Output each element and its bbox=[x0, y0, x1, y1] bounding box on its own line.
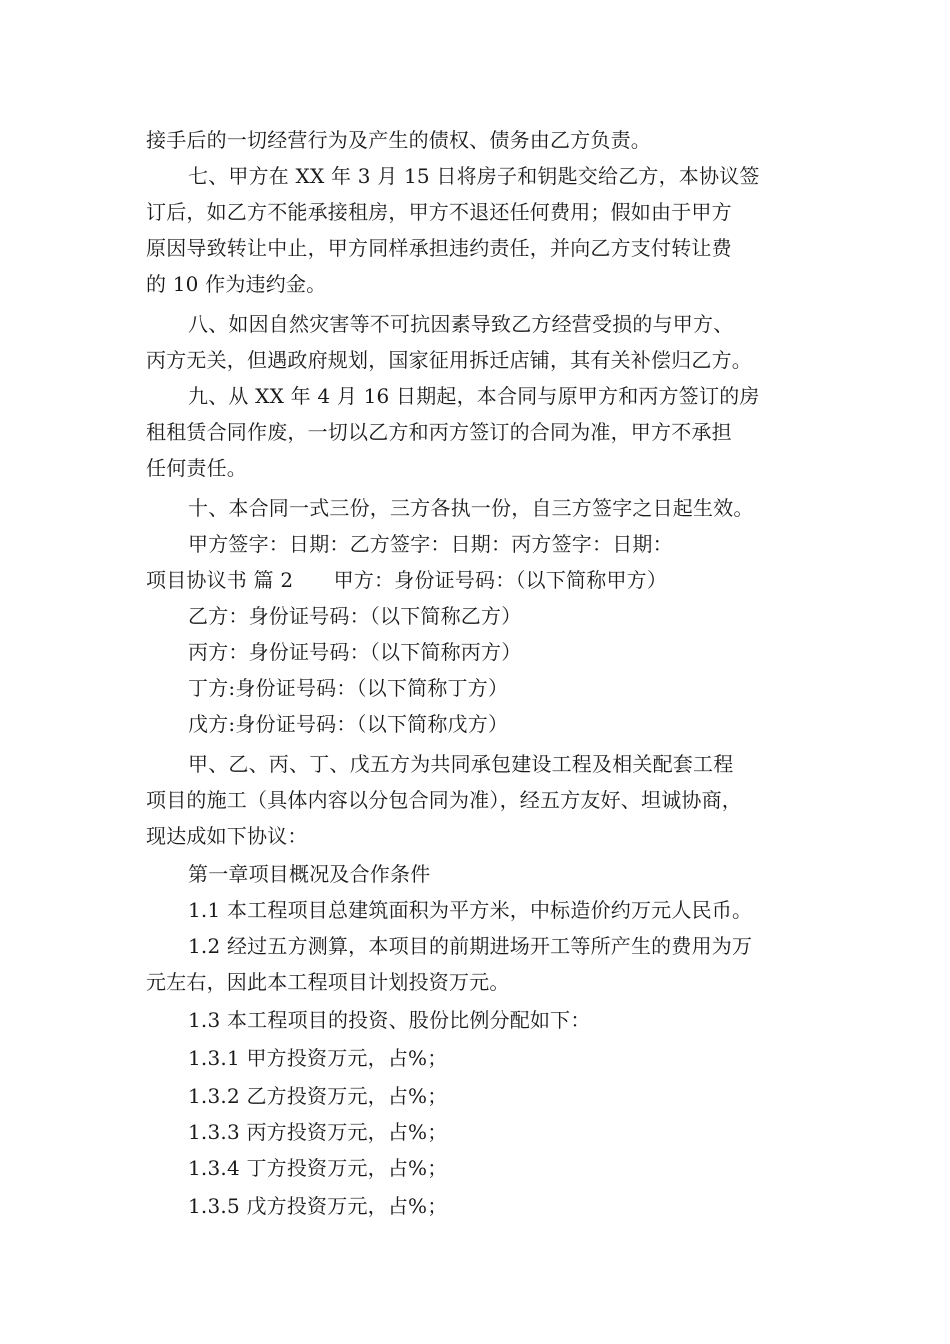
party-line: 丙方：身份证号码：（以下简称丙方） bbox=[188, 640, 522, 664]
party-line: 丁方:身份证号码：（以下简称丁方） bbox=[188, 676, 509, 700]
paragraph-line: 八、如因自然灾害等不可抗因素导致乙方经营受损的与甲方、 bbox=[188, 312, 734, 336]
clause-line: 1.3.5 戊方投资万元，占%； bbox=[188, 1194, 448, 1218]
party-line: 戊方:身份证号码：（以下简称戊方） bbox=[188, 712, 509, 736]
clause-line: 1.3.1 甲方投资万元，占%； bbox=[188, 1046, 448, 1070]
clause-line: 1.2 经过五方测算，本项目的前期进场开工等所产生的费用为万 bbox=[188, 934, 753, 958]
paragraph-line: 接手后的一切经营行为及产生的债权、债务由乙方负责。 bbox=[146, 128, 651, 152]
paragraph-line: 项目的施工（具体内容以分包合同为准），经五方友好、坦诚协商， bbox=[146, 788, 742, 812]
paragraph-line: 丙方无关，但遇政府规划，国家征用拆迁店铺，其有关补偿归乙方。 bbox=[146, 348, 752, 372]
clause-line: 1.3.2 乙方投资万元，占%； bbox=[188, 1084, 448, 1108]
paragraph-line: 甲、乙、丙、丁、戊五方为共同承包建设工程及相关配套工程 bbox=[188, 752, 734, 776]
paragraph-line: 订后，如乙方不能承接租房，甲方不退还任何费用；假如由于甲方 bbox=[146, 200, 732, 224]
signature-line: 甲方签字：日期：乙方签字：日期：丙方签字：日期： bbox=[188, 532, 673, 556]
paragraph-line: 九、从 XX 年 4 月 16 日期起，本合同与原甲方和丙方签订的房 bbox=[188, 384, 760, 408]
paragraph-line: 的 10 作为违约金。 bbox=[146, 272, 327, 296]
clause-line: 1.3.3 丙方投资万元，占%； bbox=[188, 1120, 448, 1144]
paragraph-line: 任何责任。 bbox=[146, 456, 247, 480]
paragraph-line: 现达成如下协议： bbox=[146, 824, 308, 848]
section-heading-line: 项目协议书 篇 2 甲方：身份证号码：（以下简称甲方） bbox=[146, 568, 668, 592]
clause-line: 1.1 本工程项目总建筑面积为平方米，中标造价约万元人民币。 bbox=[188, 898, 753, 922]
clause-line: 元左右，因此本工程项目计划投资万元。 bbox=[146, 970, 510, 994]
paragraph-line: 原因导致转让中止，甲方同样承担违约责任，并向乙方支付转让费 bbox=[146, 236, 732, 260]
chapter-heading: 第一章项目概况及合作条件 bbox=[188, 862, 431, 886]
paragraph-line: 租租赁合同作废，一切以乙方和丙方签订的合同为准，甲方不承担 bbox=[146, 420, 732, 444]
paragraph-line: 七、甲方在 XX 年 3 月 15 日将房子和钥匙交给乙方，本协议签 bbox=[188, 164, 760, 188]
clause-line: 1.3.4 丁方投资万元，占%； bbox=[188, 1156, 448, 1180]
party-line: 乙方：身份证号码：（以下简称乙方） bbox=[188, 604, 522, 628]
paragraph-line: 十、本合同一式三份，三方各执一份，自三方签字之日起生效。 bbox=[188, 496, 754, 520]
clause-line: 1.3 本工程项目的投资、股份比例分配如下： bbox=[188, 1008, 591, 1032]
